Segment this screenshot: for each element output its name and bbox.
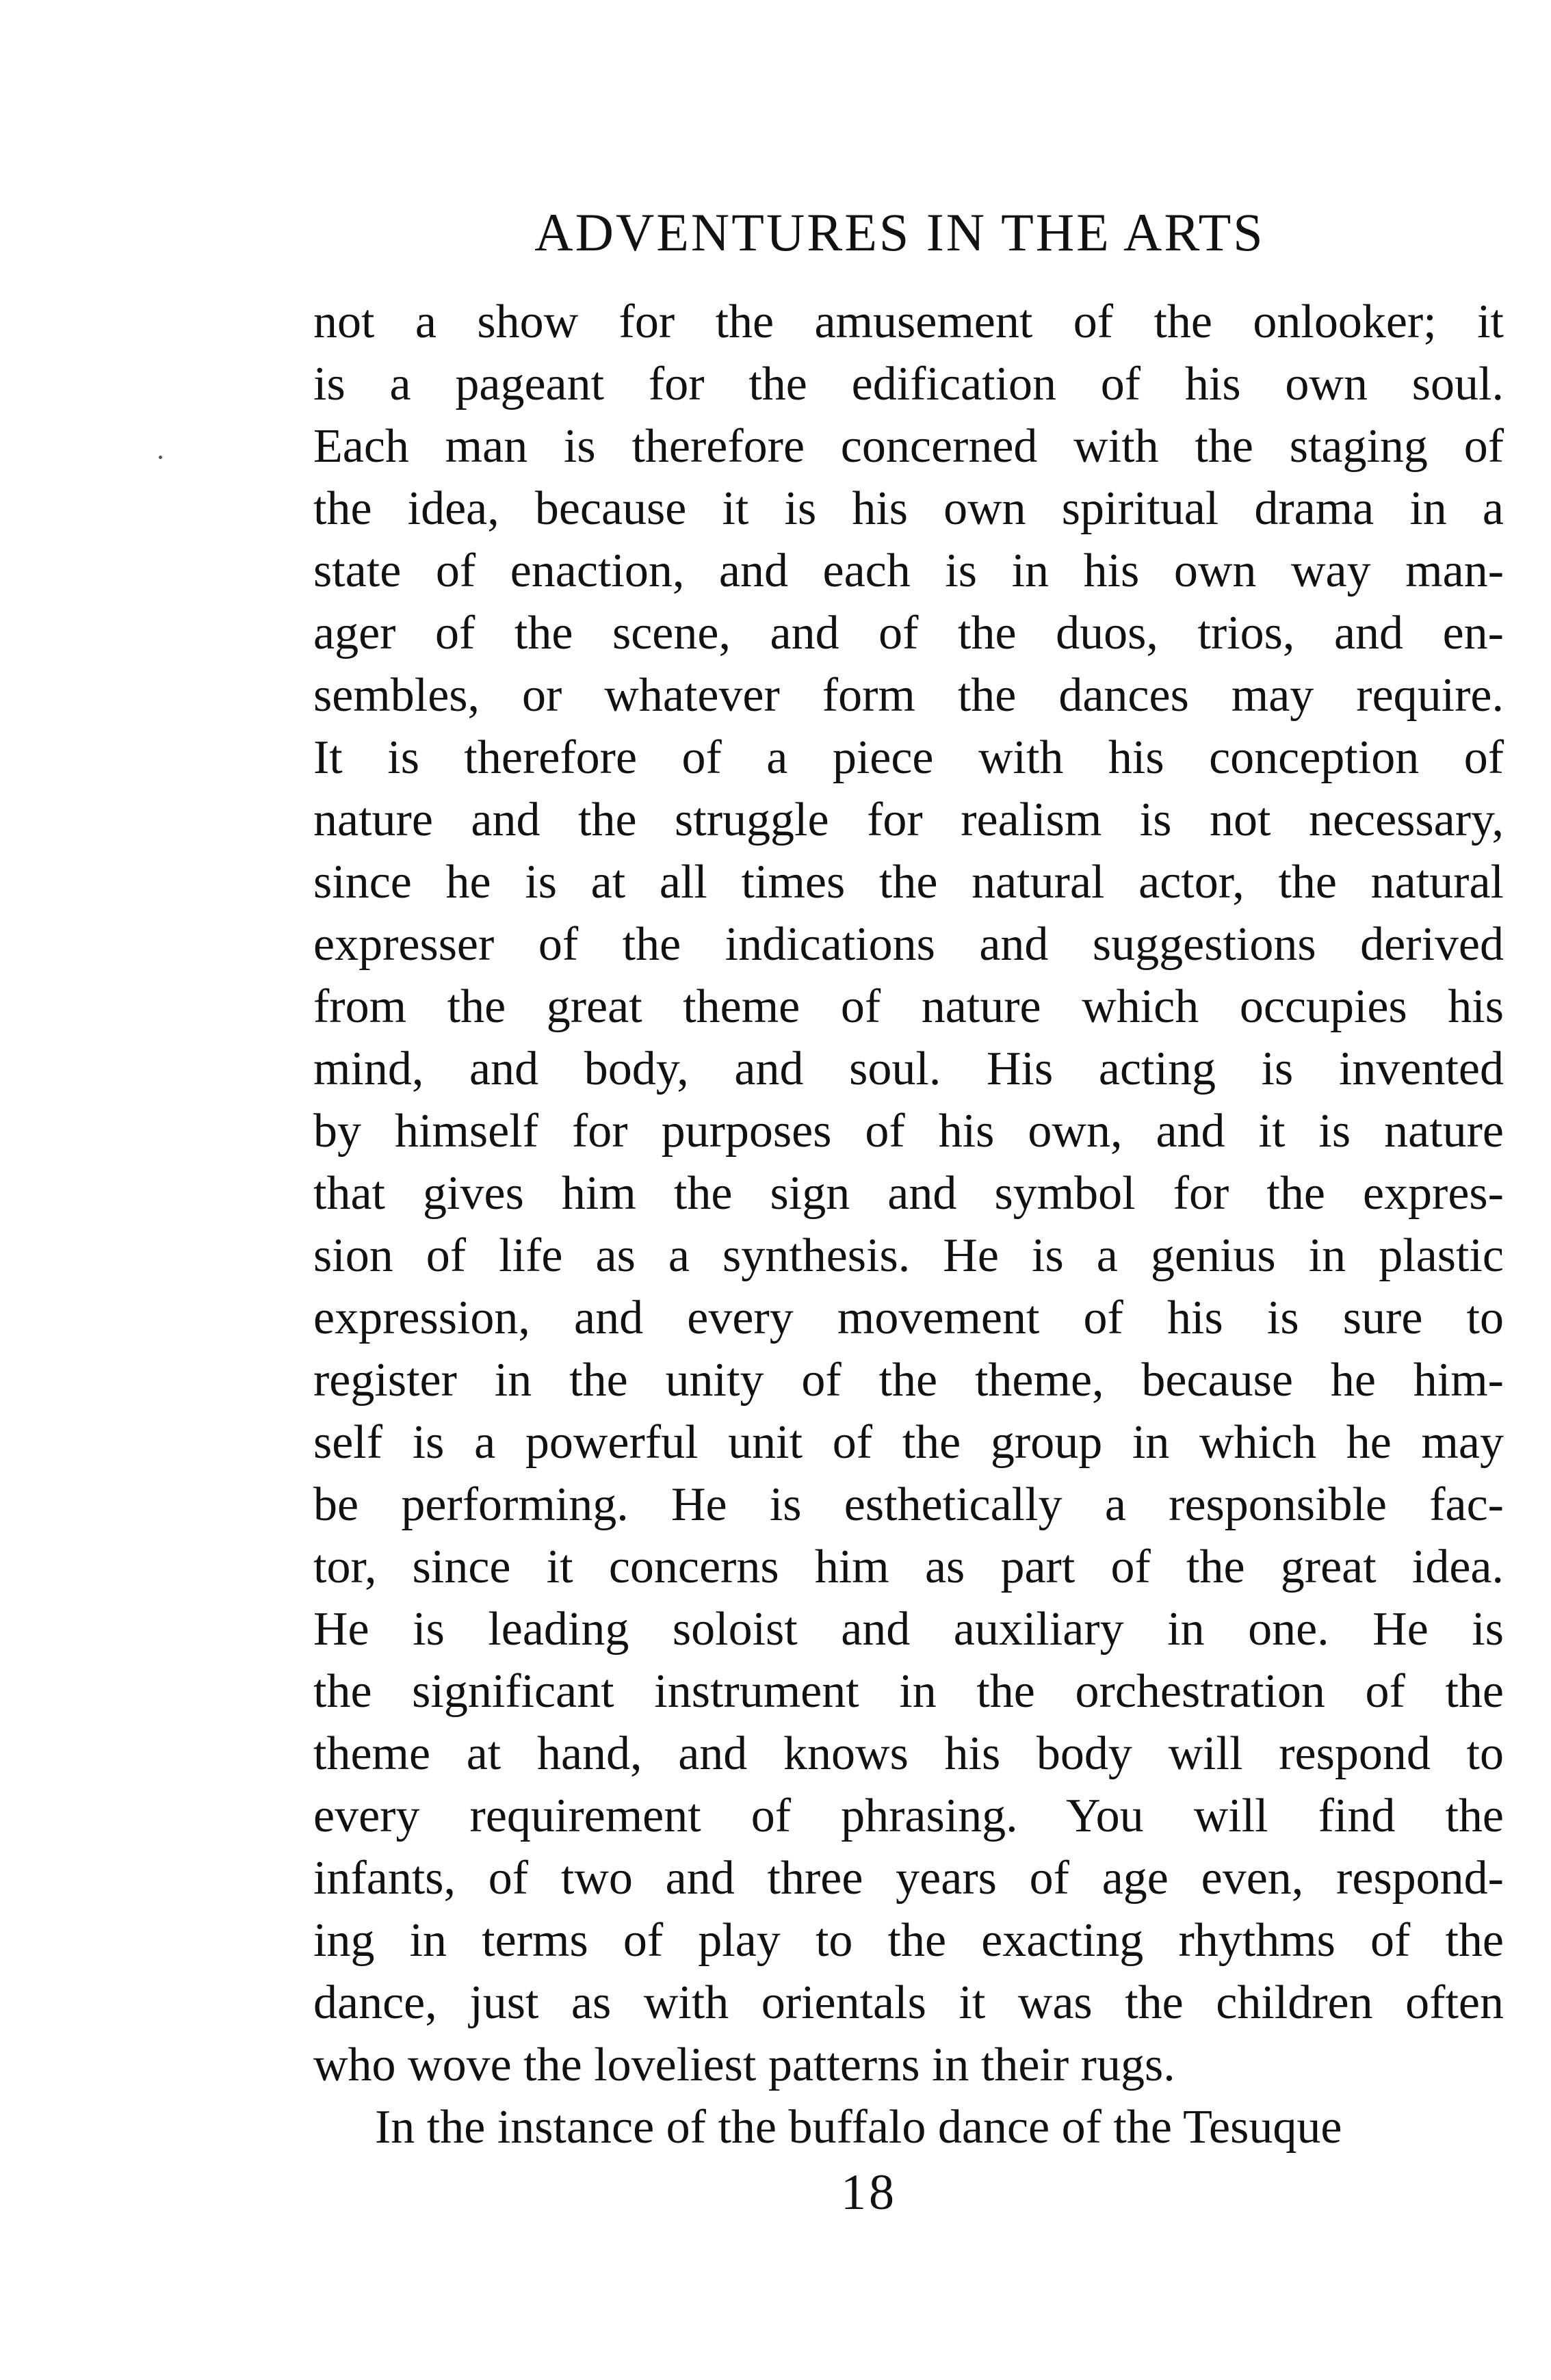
- text-line: register in the unity of the theme, because he him-: [313, 1354, 1504, 1407]
- text-line: by himself for purposes of his own, and it is nature: [313, 1105, 1504, 1158]
- text-line: ager of the scene, and of the duos, trios, and en-: [313, 607, 1504, 659]
- text-line: nature and the struggle for realism is not necessary,: [313, 794, 1504, 846]
- text-line: expresser of the indications and suggestions derived: [313, 918, 1504, 971]
- text-line: that gives him the sign and symbol for the expres-: [313, 1167, 1504, 1220]
- text-line: not a show for the amusement of the onlooker; it: [313, 296, 1504, 348]
- paragraph-end-line: who wove the loveliest patterns in their rugs.: [313, 2039, 1175, 2091]
- text-line: Each man is therefore concerned with the staging of: [313, 420, 1504, 473]
- text-line: since he is at all times the natural actor, the natural: [313, 856, 1504, 908]
- paragraph-start-line: In the instance of the buffalo dance of the Tesuque: [375, 2101, 1342, 2154]
- text-line: is a pageant for the edification of his own soul.: [313, 358, 1504, 410]
- text-line: the significant instrument in the orchestration of the: [313, 1665, 1504, 1718]
- text-line: the idea, because it is his own spiritual drama in a: [313, 482, 1504, 535]
- text-line: state of enaction, and each is in his own way man-: [313, 545, 1504, 597]
- text-line: It is therefore of a piece with his conception of: [313, 731, 1504, 784]
- running-head: ADVENTURES IN THE ARTS: [534, 202, 1265, 262]
- text-line: expression, and every movement of his is sure to: [313, 1292, 1504, 1344]
- text-line: from the great theme of nature which occupies his: [313, 980, 1504, 1033]
- text-line: every requirement of phrasing. You will find the: [313, 1790, 1504, 1842]
- print-speck: [159, 456, 162, 459]
- text-line: dance, just as with orientals it was the children often: [313, 1976, 1504, 2029]
- text-line: mind, and body, and soul. His acting is invented: [313, 1043, 1504, 1095]
- text-line: infants, of two and three years of age even, respond-: [313, 1852, 1504, 1905]
- page-number: 18: [841, 2165, 897, 2221]
- text-line: He is leading soloist and auxiliary in one. He is: [313, 1603, 1504, 1656]
- text-line: be performing. He is esthetically a responsible fac-: [313, 1478, 1504, 1531]
- text-line: self is a powerful unit of the group in which he may: [313, 1416, 1504, 1469]
- text-line: sion of life as a synthesis. He is a genius in plastic: [313, 1229, 1504, 1282]
- text-line: tor, since it concerns him as part of the great idea.: [313, 1541, 1504, 1593]
- text-line: sembles, or whatever form the dances may require.: [313, 669, 1504, 722]
- text-line: ing in terms of play to the exacting rhythms of the: [313, 1914, 1504, 1967]
- text-line: theme at hand, and knows his body will respond to: [313, 1727, 1504, 1780]
- body-text: [313, 291, 1504, 2158]
